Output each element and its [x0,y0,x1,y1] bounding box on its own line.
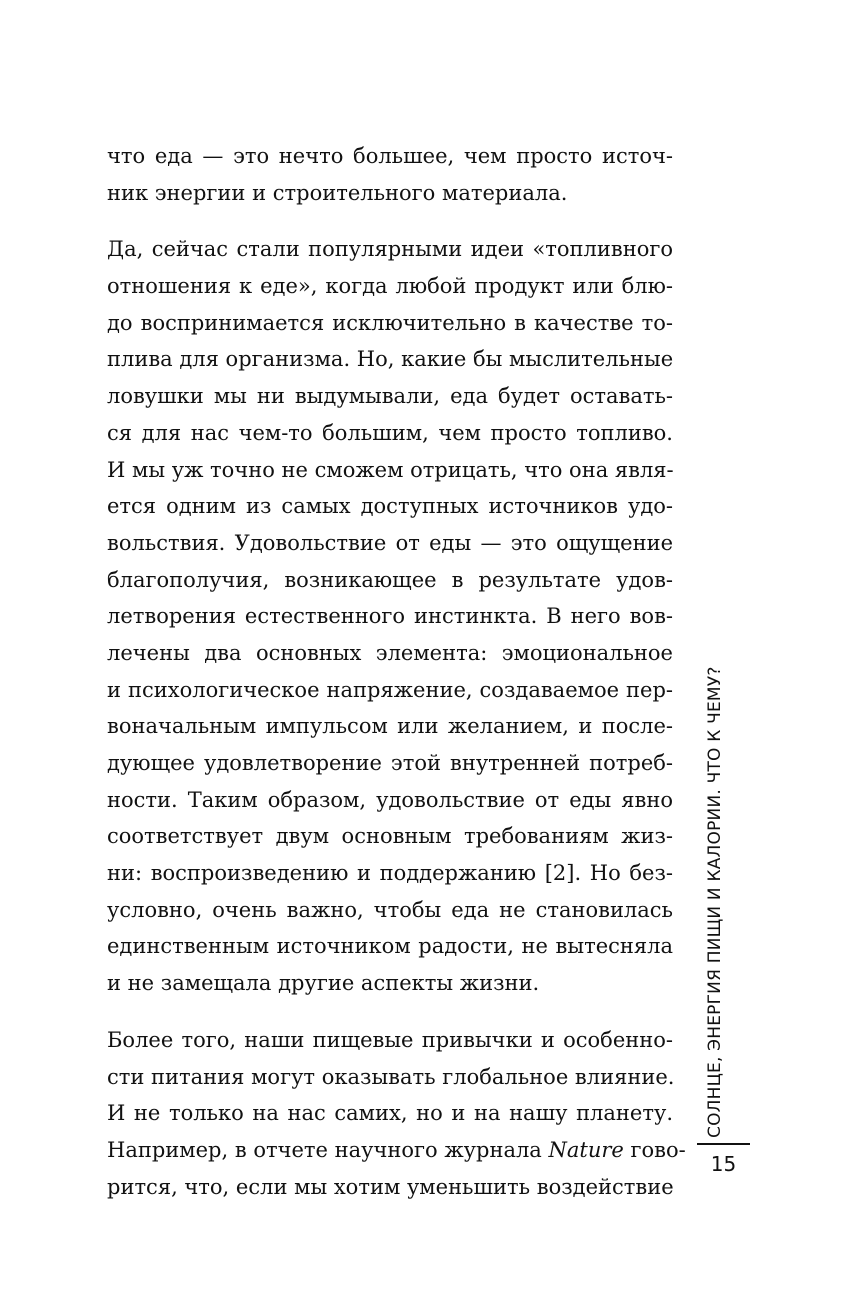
text-line: соответствует двум основным требованиям жиз- [107,824,673,849]
text-segment: гово- [623,1137,686,1162]
text-line [107,1132,686,1169]
text-line: ловушки мы ни выдумывали, еда будет оставать- [107,384,673,409]
text-line: и не замещала другие аспекты жизни. [107,971,540,996]
text-line: лечены два основных элемента: эмоциональное [107,640,673,665]
page-number-rule [697,1143,750,1145]
text-line: воначальным импульсом или желанием, и после- [107,714,673,739]
text-line: единственным источником радости, не вытесняла [107,934,673,959]
journal-name: Nature [548,1137,624,1162]
text-line: и психологическое напряжение, создаваемое пер- [107,677,673,702]
text-line: Да, сейчас стали популярными идеи «топливного [107,237,673,262]
text-line: что еда — это нечто большее, чем просто источ- [107,144,673,168]
text-line: летворения естественного инстинкта. В него вов- [107,604,673,629]
text-line: сти питания могут оказывать глобальное влияние. [107,1064,675,1089]
text-line: ник энергии и строительного материала. [107,180,568,205]
page-number: 15 [710,1152,737,1176]
text-line: ся для нас чем-то большим, чем просто топливо. [107,420,673,445]
text-line: рится, что, если мы хотим уменьшить воздействие [107,1174,674,1199]
text-line: ется одним из самых доступных источников удо- [107,494,673,519]
text-line: Более того, наши пищевые привычки и особенно- [107,1027,673,1052]
text-line: условно, очень важно, чтобы еда не становилась [107,897,673,922]
body-text [107,138,686,1205]
paragraph-gap [107,211,673,231]
text-line: ни: воспроизведению и поддержанию [2]. Но без- [107,861,673,886]
text-line: благополучия, возникающее в результате удов- [107,567,673,592]
text-line: дующее удовлетворение этой внутренней потреб- [107,751,673,775]
text-line: вольствия. Удовольствие от еды — это ощущение [107,530,673,555]
paragraph-gap [107,1002,673,1022]
text-line: И мы уж точно не сможем отрицать, что она явля- [107,457,674,482]
text-line: плива для организма. Но, какие бы мыслительные [107,347,674,372]
running-head: СОЛНЦЕ, ЭНЕРГИЯ ПИЩИ И КАЛОРИИ. ЧТО К ЧЕМУ? [705,666,725,1138]
text-line: ности. Таким образом, удовольствие от еды явно [107,787,673,812]
text-line: И не только на нас самих, но и на нашу планету. [107,1101,673,1126]
text-segment: Например, в отчете научного журнала [107,1137,549,1162]
text-line: отношения к еде», когда любой продукт или блю- [107,274,673,299]
text-line: до воспринимается исключительно в качестве то- [107,310,673,335]
